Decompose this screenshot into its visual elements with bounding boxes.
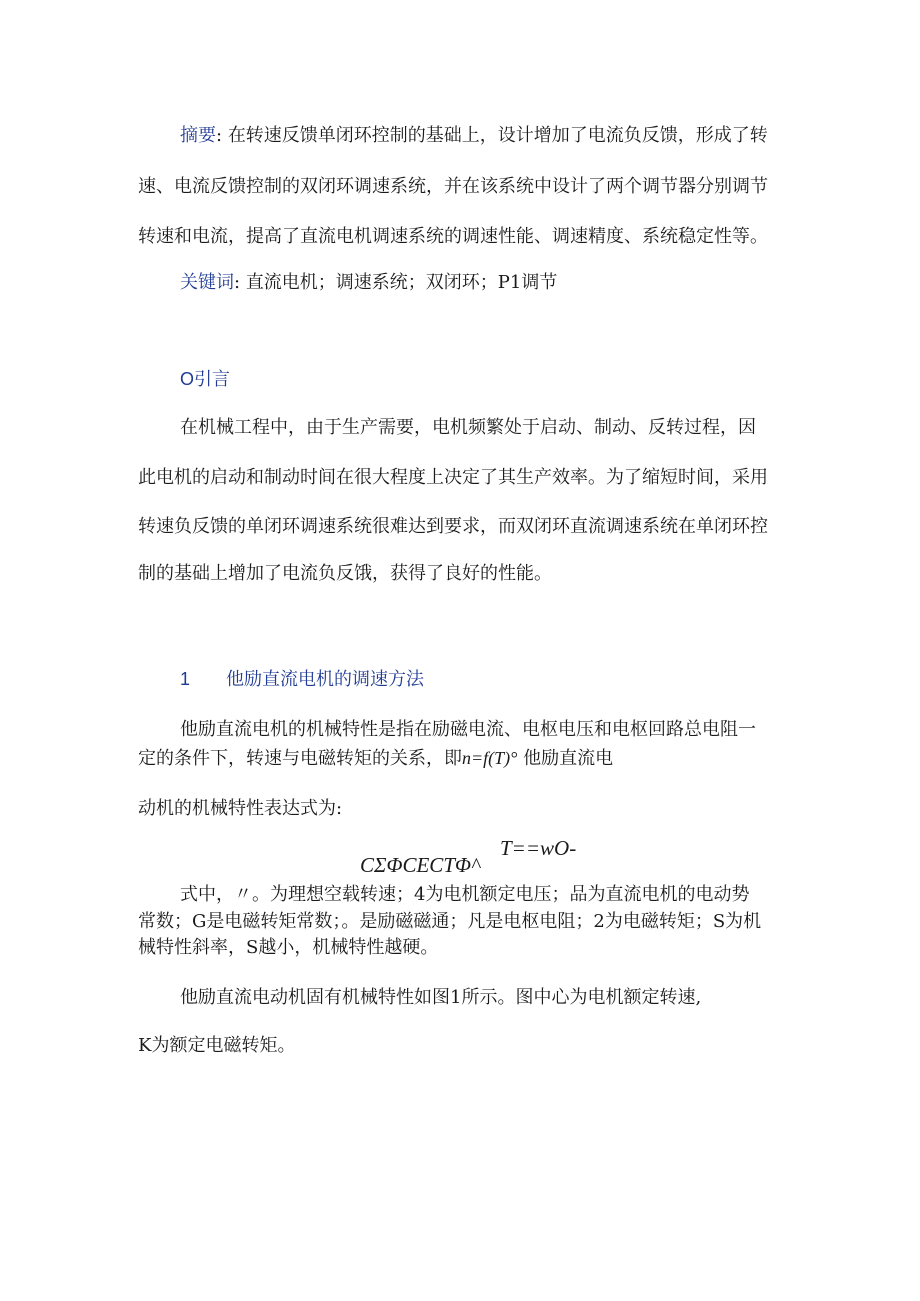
section-1-p3-line-1: 他励直流电动机固有机械特性如图1所示。图中心为电机额定转速, — [180, 987, 702, 1008]
keywords-separator: : — [234, 272, 241, 293]
section-1-p1-line-3: 动机的机械特性表达式为: — [138, 798, 343, 819]
section-1-p1-line-2 — [138, 744, 613, 770]
section-0-line-1: 在机械工程中，由于生产需要，电机频繁处于启动、制动、反转过程，因 — [180, 417, 756, 438]
section-1-title: 他励直流电机的调速方法 — [226, 669, 425, 689]
abstract-line-3: 转速和电流，提高了直流电机调速系统的调速性能、调速精度、系统稳定性等。 — [138, 226, 768, 247]
section-0-line-3: 转速负反馈的单闭环调速系统很难达到要求，而双闭环直流调速系统在单闭环控 — [138, 516, 768, 537]
keywords-label: 关键词 — [180, 272, 234, 292]
section-0-line-2: 此电机的启动和制动时间在很大程度上决定了其生产效率。为了缩短时间，采用 — [138, 467, 768, 488]
section-1-p1-text-a: 定的条件下，转速与电磁转矩的关系，即 — [138, 748, 462, 769]
abstract-separator: : — [216, 125, 223, 146]
section-1-heading — [180, 665, 424, 691]
abstract-label: 摘要 — [180, 125, 216, 145]
section-1-number: 1 — [180, 669, 191, 689]
keywords-line — [180, 268, 557, 294]
section-1-p1-text-b: 他励直流电 — [523, 748, 614, 769]
formula-top: T==wO- — [500, 836, 577, 860]
section-0-heading: O引言 — [180, 369, 231, 389]
section-1-p3-line-2: K为额定电磁转矩。 — [138, 1035, 296, 1056]
abstract-line-1 — [180, 121, 768, 147]
abstract-text-1: 在转速反馈单闭环控制的基础上，设计增加了电流负反馈，形成了转 — [227, 125, 768, 146]
keywords-text: 直流电机；调速系统；双闭环；P1调节 — [245, 272, 558, 293]
abstract-line-2: 速、电流反馈控制的双闭环调速系统，并在该系统中设计了两个调节器分别调节 — [138, 176, 768, 197]
section-0-line-4: 制的基础上增加了电流负反饿，获得了良好的性能。 — [138, 563, 552, 584]
section-1-p2-line-3: 械特性斜率，S越小，机械特性越硬。 — [138, 937, 439, 958]
section-1-p1-line-1: 他励直流电机的机械特性是指在励磁电流、电枢电压和电枢回路总电阻一 — [180, 719, 756, 740]
formula-bottom: CΣΦCECTΦ^ — [360, 853, 480, 877]
section-1-p2-line-1: 式中，〃。为理想空载转速；4为电机额定电压；品为直流电机的电动势 — [180, 884, 750, 905]
inline-formula: n=f(T)° — [462, 748, 518, 768]
section-1-p2-line-2: 常数；G是电磁转矩常数；。是励磁磁通；凡是电枢电阻；2为电磁转矩；S为机 — [138, 911, 762, 932]
